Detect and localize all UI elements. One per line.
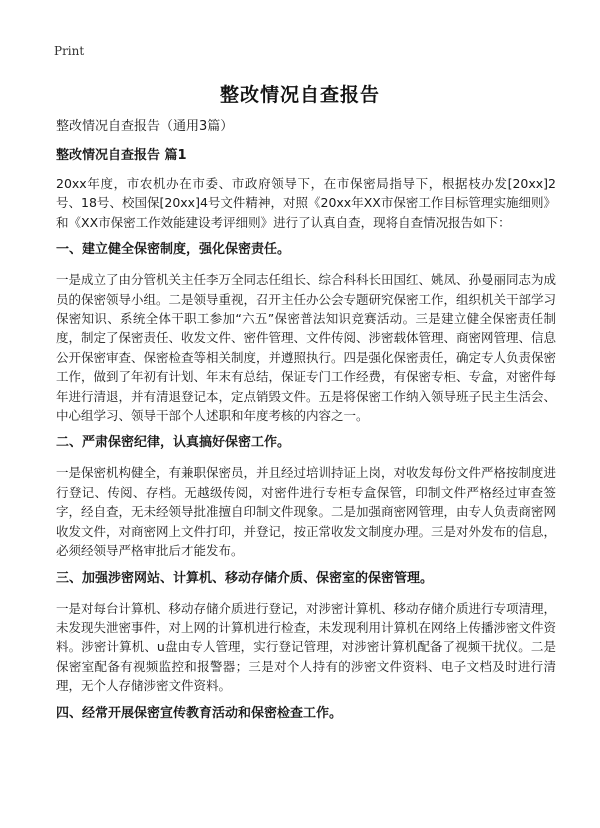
- document-title: 整改情况自查报告: [219, 84, 380, 106]
- section-heading-4: 四、经常开展保密宣传教育活动和保密检查工作。: [56, 705, 343, 721]
- section-body-1: 一是成立了由分管机关主任李万全同志任组长、综合科科长田国红、姚凤、孙曼丽同志为成员的保密领导小组。二是领导重视，召开主任办公会专题研究保密工作，组织机关干部学习保密知识、系统全体干职工参加“六五”保密普法知识竞赛活动。三是建立健全保密责任制度，制定了保密责任、收发文件、密件管理、文件传阅、涉密载体管理、商密网管理、信息公开保密审查、保密检查等相关制度，并遵照执行。四是强化保密责任，确定专人负责保密工作，做到了年初有计划、年末有总结，保证专门工作经费，有保密专柜、专盒，对密件每年进行清退，并有清退登记本，定点销毁文件。五是将保密工作纳入领导班子民主生活会、中心组学习、领导干部个人述职和年度考核的内容之一。: [56, 272, 557, 424]
- intro-paragraph: 20xx年度，市农机办在市委、市政府领导下，在市保密局指导下，根据枝办发[20xx]2号、18号、校国保[20xx]4号文件精神，对照《20xx年XX市保密工作目标管理实施细则》和《XX市保密工作效能建设考评细则》进行了认真自查，现将自查情况报告如下：: [56, 176, 556, 230]
- section-body-2: 一是保密机构健全，有兼职保密员，并且经过培训持证上岗，对收发每份文件严格按制度进行登记、传阅、存档。无越级传阅，对密件进行专柜专盒保管，印制文件严格经过审查签字，经自查，无未经领导批准擅自印制文件现象。二是加强商密网管理，由专人负责商密网收发文件，对商密网上文件打印，并登记，按正常收发文制度办理。三是对外发布的信息，必须经领导严格审批后才能发布。: [56, 465, 557, 559]
- section-heading-2: 二、严肃保密纪律，认真搞好保密工作。: [56, 435, 291, 451]
- article-heading: 整改情况自查报告 篇1: [56, 148, 187, 163]
- section-heading-1: 一、建立健全保密制度，强化保密责任。: [56, 242, 291, 258]
- document-subtitle: 整改情况自查报告（通用3篇）: [56, 119, 234, 134]
- print-label: Print: [54, 44, 85, 58]
- document-body: [56, 117, 556, 734]
- section-heading-3: 三、加强涉密网站、计算机、移动存储介质、保密室的保密管理。: [56, 570, 434, 586]
- section-body-3: 一是对每台计算机、移动存储介质进行登记，对涉密计算机、移动存储介质进行专项清理，未发现失泄密事件，对上网的计算机进行检查，未发现利用计算机在网络上传播涉密文件资料。涉密计算机、u盘由专人管理，实行登记管理，对涉密计算机配备了视频干扰仪。二是保密室配备有视频监控和报警器；三是对个人持有的涉密文件资料、电子文档及时进行清理，无个人存储涉密文件资料。: [56, 600, 557, 694]
